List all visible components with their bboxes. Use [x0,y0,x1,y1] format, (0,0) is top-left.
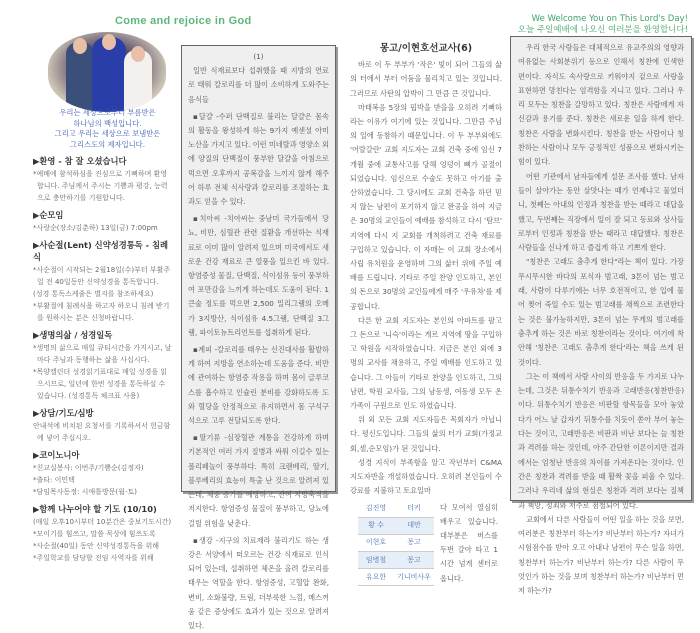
paragraph: ▪달걀 -수퍼 단백질로 불리는 달걀은 몸속의 활동을 왕성하게 하는 9가지 예센셜 아미노산을 가지고 있다. 이런 미네랄과 영양소 외에 양질의 단백질이 풍부한 달걀을 아침으로 먹으면 오후까지 공복감을 느끼지 않게 해주어 하루 전체 식사량과 칼로리를 조절하는 효과도 얻을 수 있다. [188,111,329,207]
section-line: (매일 오후10시부터 10분간은 중보기도시간) [33,518,172,526]
paragraph: ▪계피 -칼로리를 태우는 신진대사를 활발하게 하여 지방을 연소하는데 도움을 준다. 비만에 관여하는 항염증 작용을 하며 몸이 글루코스를 흡수하고 인슐린 분비를 강화하도록 도와 혈당을 안정적으로 유지하면서 몸 구석구석으로 고루 전달되도록 한다. [188,345,329,426]
section-heading: ▶상담/기도/심방 [33,408,94,418]
photo-caption [40,108,175,150]
table-row [358,534,434,551]
missionary-country: 몽고 [394,551,434,568]
section-line: *사랑순(장소/김춘하) 13일(금) 7:00pm [33,224,158,232]
paragraph: ▪딸기류 -심장혈관 계통을 건강하게 하며 기본적인 여러 가지 질병과 싸워 이길수 있는 폴리페놀이 풍부하다. 특히 크랜베리, 딸기, 블루베리의 효능이 특출 난 것으로 알려져 있는데, 체중 증가를 예방하고, 잔여 지방축적을 저지한다. 항염증성 물질이 풍부하고, 당뇨에 걸릴 위험을 낮춘다. [188,433,329,528]
missionary-country: 몽고 [394,534,434,551]
section-heading: ▶순모임 [33,210,64,220]
section-heading: ▶생명의삶 / 성경일독 [33,330,113,340]
paragraph: ▪생강 -지구의 치료제라 불리기도 하는 생강은 서양에서 떠오르는 건강 식재료로 인식되어 있는데, 섭취하면 체온을 올려 칼로리를 태우는 역할을 한다. 항염증성, 고혈압 완화, 변비, 소화불량, 트림, 더부룩한 느낌, 메스꺼움 같은 증상에도 효과가 있는 것으로 알려져 있다. [188,535,329,630]
section-line: *생명의 삶으로 매일 큐티시간을 가지시고, 날마다 주님과 동행하는 삶을 사십시다. [33,344,172,364]
mission-title: 몽고/이현호선교사(6) [379,43,473,54]
paragraph: ▪치아씨 -치아씨는 중남미 국가들에서 당뇨, 비만, 심혈관 관련 질환을 개선하는 식재료로 이미 많이 알려져 있으며 미국에서도 새로운 건강 재료로 큰 열풍을 일으킨 바 있다. 항염증성 물질, 단백질, 식이섬유 등이 풍부하여 포만감을 느끼게 하는데도 도움이 된다. 1큰술 정도를 먹으면 2,500 밀리그램의 오메가 3지방산, 식이섬유 4.5그램, 단백질 3그램, 파이토뉴트리언트를 섭취하게 된다. [188,214,329,337]
family-photo [48,32,166,112]
health-article [181,45,336,630]
section-line: *주일학교를 담당할 전임 사역자를 위해 [33,554,154,562]
paragraph: 일반 식재료보다 섭취했을 때 지방의 연료로 태워 칼로리를 더 많이 소비하게 도와주는 음식들 [188,66,329,104]
missionary-table [358,501,434,586]
mission-article [350,42,502,586]
section-heading: ▶함께 나누어야 할 기도 (10/10) [33,504,157,514]
missionary-name: 유요한 [358,568,394,585]
paragraph: 교회에서 다른 사람들이 어떤 일을 하는 것을 보면, 여러분은 칭찬부터 하는가? 비난부터 하는가? 자녀가 시험점수를 받아 오고 아내나 남편이 무슨 일을 하면, 칭찬부터 하는가? 비난부터 하는가? 다른 사람이 무엇인가 하는 것을 보며 칭찬부터 하는가? 비난부터 먼저 하는가? [518,514,684,596]
section-line: *부활절에 침례식을 하고자 하오니 침례 받기를 원하시는 분은 신청바랍니다. [33,302,170,322]
section-line: *예배에 참석하심을 진심으로 기뻐하며 환영합니다. 주님께서 주시는 기쁨과 평강, 능력으로 충만하기를 기원합니다. [33,170,168,202]
section-heading: ▶환영 - 참 잘 오셨습니다 [33,156,127,166]
section-line: *모이기를 힘쓰고, 말씀 묵상에 힘쓰도록 [33,530,156,538]
table-row [358,517,434,534]
table-row [358,568,434,585]
section-heading: ▶사순절(Lent) 신약성경통독 - 침례식 [33,240,169,262]
missionary-name: 황 수 [358,517,394,534]
paragraph: 우리 한국 사람들은 대체적으로 유교주의의 영향과 여유없는 사회분위기 등으로 인해서 칭찬에 인색한 편이다. 자식도 속사랑으로 키워야지 겉으로 사랑을 표현하면 망친다는 엄격함을 지니고 있다. 그러나 우리 모두는 칭찬을 갈망하고 있다. 칭찬은 사람에게 자신감과 용기를 준다. 칭찬은 새로운 일을 하게 한다. 칭찬은 사람을 변화시킨다. 칭찬을 받는 사람이나 칭찬하는 사람이나 모두 긍정적인 성품으로 변화시키는 힘이 있다. [518,43,684,167]
missionary-country: 기니비사우 [394,568,434,585]
announcements [33,150,173,564]
paragraph: 그는 이 책에서 사람 사이의 반응을 두 가지로 나누는데, 그것은 뒤통수치기 반응과 고래반응(칭찬반응)이다. 뒤통수치기 반응은 비판할 항목들을 모아 놓았다가 어느 날 갑자기 뒤통수를 치듯이 쏟아 부어 놓는다는 것이고, 고래반응은 비판과 비난 보다는 늘 칭찬과 격려를 하는 것인데, 아주 간단한 이론이지만 결과에서는 엄청난 반응의 차이를 가져온다는 것이다. 인간은 칭찬과 격려를 받을 때 활짝 꽃을 피울 수 있다. 그러나 우리네 삶의 현실은 칭찬과 격려 보다는 질책과 책망, 정죄와 저주로 점철되어 있다. [518,371,684,510]
welcome-ko: 오늘 주일예배에 나오신 여러분을 환영합니다! [517,25,688,35]
section-line: *담임목사동정: 시애틀방문(월-토) [33,488,137,496]
paragraph: 마태복음 5장의 핍박을 받을을 오히려 기뻐하라는 이유가 여기에 있는 것입니다. 그만큼 주님의 일에 동참하기 때문입니다. 이 두 부부외에도 '어랄갈란' 교회 지도자는 교회 건축 중에 임신 7개월 중에 교통사고를 당해 엉덩이 뼈가 골절이 되었습니다. 임신으로 수술도 못하고 아기를 출산하였습니다. 그 당시에도 교회 건축을 하던 믿지 않는 남편이 포기하지 않고 완공을 하여 지금은 30명의 교인들이 예배를 참석하고 다시 '탐브' 지역에 다시 지 교회를 개척하려고 건축 재료를 구입하고 있습니다. 이 자매는 이 교회 장소에서 사립 유치원을 운영하며 그의 삶터 위에 주일 예배를 드립니다. 기타로 주일 찬양 인도하고, 본인의 돈으로 30명의 교인들에게 매주 '우유차'를 제공합니다. [350,102,502,311]
section-line: 안내석에 비치된 요청서를 기록하셔서 헌금함에 넣어 주십시오. [33,422,171,442]
section-heading: ▶코이노니아 [33,450,80,460]
table-row [358,501,434,518]
section-line: *목양캘린더 성경읽기표대로 매일 성경을 읽으시므로, 일년에 한번 성경을 통독하실 수 있습니다. (성경통독 체크표 사용) [33,368,168,400]
missionary-name: 이현호 [358,534,394,551]
caption-line: 그리스도의 제자입니다. [69,139,146,149]
praise-article [510,36,692,596]
page-number: (1) [253,52,264,61]
caption-line: 그리고 우리는 세상으로 보냄받은 [54,129,161,138]
caption-line: 우리는 세상으로부터 부름받은 [59,108,156,117]
welcome-header [518,14,688,36]
paragraph: "칭찬은 고래도 춤추게 한다"라는 책이 있다. 가장 무시무시한 바다의 포식자 범고래, 3톤이 넘는 범고래, 사람이 다루기에는 너무 호전적이고, 한 입에 물어 찢어 죽일 수도 있는 범고래를 채찍으로 조련한다는 것은 불가능하지만, 3톤이 넘는 무게의 범고래를 춤추게 하는 것은 바로 칭찬이라는 것이다. 여기에 착안해 '칭찬은 고래도 춤추게 한다'라는 책을 쓰게 된 것이다. [518,257,684,367]
paragraph: 바로 이 두 부부가 '작은' 빛이 되어 그들의 삶의 터에서 부터 어둠을 물리치고 있는 것입니다. 그러므로 사탄의 압박이 그 만큼 큰 것입니다. [350,60,502,98]
table-row [358,551,434,568]
section-line: *친교실봉사: 이번주/기쁨순(김정자) [33,464,144,472]
left-page-title: Come and rejoice in God [115,15,252,27]
mission-side-text: 다 모여서 열심히 배우고 있습니다. 대부분은 버스를 두번 갈아 타고 1시간 넘게 센터로 옵니다. [440,502,498,583]
missionary-country: 터키 [394,501,434,518]
missionary-country: 대만 [394,517,434,534]
missionary-name: 김진영 [358,501,394,518]
paragraph: 어떤 기관에서 남자들에게 설문 조사를 했다. 남자들이 살아가는 동안 살맛나는 때가 언제냐고 물었더니, 첫째는 아내의 인정과 칭찬을 받는 때라고 대답을 했고, 두번째는 직장에서 일이 잘 되고 동료와 상사들로부터 인정과 칭찬을 받는 때라고 대답했다. 칭찬은 사람들을 신나게 하고 즐겁게 하고 기쁘게 한다. [518,171,684,253]
caption-line: 하나님의 백성입니다. [73,118,142,128]
section-line: *출타: 이민택 [33,476,75,484]
section-line: *사순절(40일) 동안 신약성경통독을 위해 [33,542,159,550]
paragraph: 다른 한 교회 지도자는 본인의 아파트를 팔고 그 돈으로 '니슥'이라는 게르 지역에 땅을 구입하고 학원을 시작하였습니다. 지금은 본인 외에 3명의 교사를 채용하고, 주일 예배를 인도하고 있습니다. 그 아들이 기타로 찬양을 인도하고, 그의 남편, 학원 교사들, 그의 남동생, 여동생 모두 온 가족이 구원으로 인도 하였습니다. [350,315,502,411]
missionary-name: 임병철 [358,551,394,568]
paragraph: 위 외 모든 교회 지도자들은 목회자가 아닙니다. 평신도입니다. 그들의 삶의 터가 교회(가정교회,셀,순모임)가 된 것입니다. [350,415,502,453]
section-line: (성경 통독스케줄은 별지를 참조하세요) [33,290,154,298]
paragraph: 성경 지식이 부족함을 알고 작년부터 C&MA 지도자반을 개설하였습니다. 오히려 본인들이 수강료를 지불하고 토요일마 [350,457,502,496]
welcome-en: We Welcome You on This Lord's Day! [531,14,688,24]
section-line: *사순절이 시작되는 2월18일(수)부터 부활주일 전 40일동안 신약성경을 통독합니다. [33,266,171,286]
